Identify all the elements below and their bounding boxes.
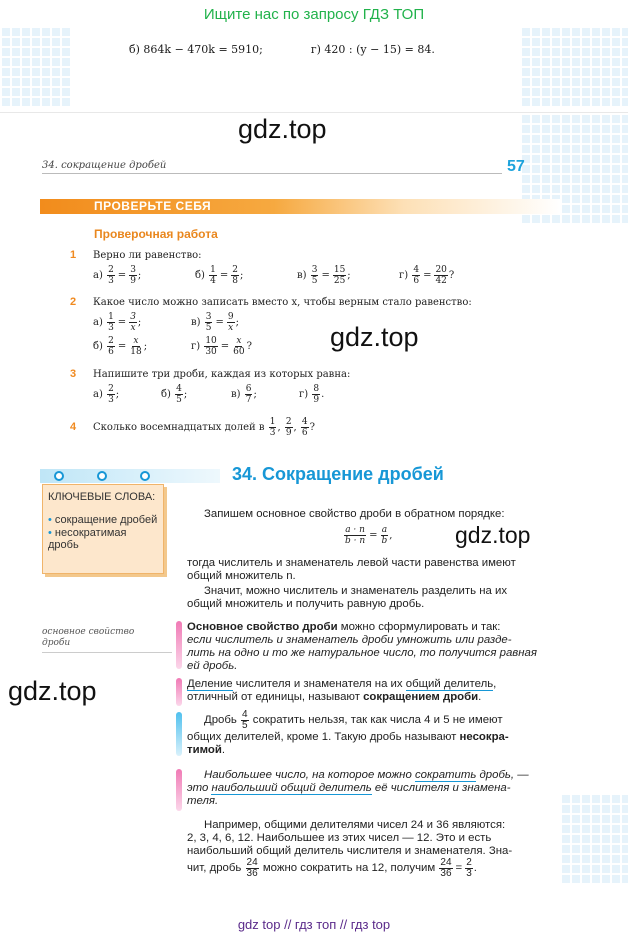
highlight-bar [176,621,182,669]
definition-block: Дробь $\frac{4}{5}$ сократить нельзя, так как числа 4 и 5 не имеют общих делителей, кроме 1. Такую дробь называют несокра- тимой. [187,709,509,756]
definition-block: Основное свойство дроби можно сформулировать и так: если числитель и знаменатель дроби умножить или разде- лить на одно и то же натуральное число, то получится равная ей дробь. [187,621,537,672]
paragraph: Запишем основное свойство дроби в обратном порядке: [204,508,505,520]
option: в) $\frac{3}{5}$ = $\frac{9}{x}$ ; [191,312,239,333]
keywords-title: КЛЮЧЕВЫЕ СЛОВА: [48,491,156,503]
watermark: gdz.top [8,676,97,706]
highlight-bar [176,712,182,756]
q3-options [93,384,393,408]
option: г) $\frac{10}{30}$ = $\frac{x}{60}$ ? [191,336,252,357]
paragraph: Значит, можно числитель и знаменатель разделить на их общий множитель и получить равную дробь. [187,585,508,610]
option: а) $\frac{1}{3}$ = $\frac{3}{x}$ ; [93,312,142,333]
question-number: 2 [70,296,77,308]
q1-options [93,265,513,289]
footer-links: gdz top // гдз топ // гдз top [237,917,391,932]
paragraph: тогда числитель и знаменатель левой части равенства имеют общий множитель n. [187,557,516,582]
running-head-rule [42,173,502,174]
question-text: Какое число можно записать вместо x, чтобы верным стало равенство: [93,297,472,308]
binder-ring-icon [54,471,64,481]
grid-decoration [560,793,628,883]
question-text: Сколько восемнадцатых долей в $\frac{1}{3}$ , $\frac{2}{9}$ , $\frac{4}{6}$ ? [93,417,316,438]
formula: $\frac{a \cdot n}{b \cdot n}$ = $\frac{a}{b}$ , [345,525,393,546]
keywords-list [48,514,160,552]
grid-decoration [520,26,628,106]
option: г) $\frac{8}{9}$ . [299,384,325,405]
option: г) $\frac{4}{6}$ = $\frac{20}{42}$ ? [399,265,455,286]
question-number: 1 [70,249,77,261]
margin-rule [42,652,172,653]
option: в) $\frac{3}{5}$ = $\frac{15}{25}$ ; [297,265,351,286]
highlight-bar [176,678,182,706]
watermark: gdz.top [455,522,531,548]
running-head: 34. сокращение дробей [42,160,167,171]
section-header-bar [40,469,220,483]
binder-ring-icon [97,471,107,481]
option: б) $\frac{2}{6}$ = $\frac{x}{18}$ ; [93,336,148,357]
binder-ring-icon [140,471,150,481]
keyword-item: • сокращение дробей [48,514,158,526]
question-number: 4 [70,421,77,433]
question-text: Верно ли равенство: [93,250,202,261]
page-number: 57 [507,158,525,175]
question-number: 3 [70,368,77,380]
top-banner-text: Ищите нас по запросу ГДЗ ТОП [203,6,425,23]
prev-item-g: г) 420 : (y − 15) = 84. [310,43,435,56]
definition-block: Деление числителя и знаменателя на их общий делитель, отличный от единицы, называют сокращением дроби. [187,678,497,703]
question-text: Напишите три дроби, каждая из которых равна: [93,369,351,380]
option: б) $\frac{1}{4}$ = $\frac{2}{8}$ ; [195,265,244,286]
example-paragraph: Например, общими делителями чисел 24 и 36 являются: 2, 3, 4, 6, 12. Наибольшее из этих чисел — 12. Это и есть наибольший общий делитель числителя и знаменателя. Зна- чит, дробь $\frac{24}{36}$ можно сократить на 12, получим $\frac{24}{36}$ = $\frac{2}{3}$ . [187,819,513,879]
option: а) $\frac{2}{3}$ ; [93,384,120,405]
option: в) $\frac{6}{7}$ ; [231,384,257,405]
option: б) $\frac{4}{5}$ ; [161,384,188,405]
watermark: gdz.top [330,322,419,352]
q2-options [93,312,313,364]
definition-block: Наибольшее число, на которое можно сократить дробь, — это наибольший общий делитель её числителя и знамена- теля. [187,769,529,807]
test-subtitle: Проверочная работа [94,227,218,241]
prev-item-b: б) 864k − 470k = 5910; [129,43,263,56]
grid-decoration [0,26,70,106]
option: а) $\frac{2}{3}$ = $\frac{3}{9}$ ; [93,265,142,286]
margin-note: основное свойство дроби [42,627,135,648]
watermark: gdz.top [238,114,327,144]
highlight-bar [176,769,182,811]
previous-page-line [122,30,435,56]
section-title: 34. Сокращение дробей [232,464,444,484]
banner-title: ПРОВЕРЬТЕ СЕБЯ [94,199,212,213]
keyword-item: • несократимая дробь [48,527,127,551]
